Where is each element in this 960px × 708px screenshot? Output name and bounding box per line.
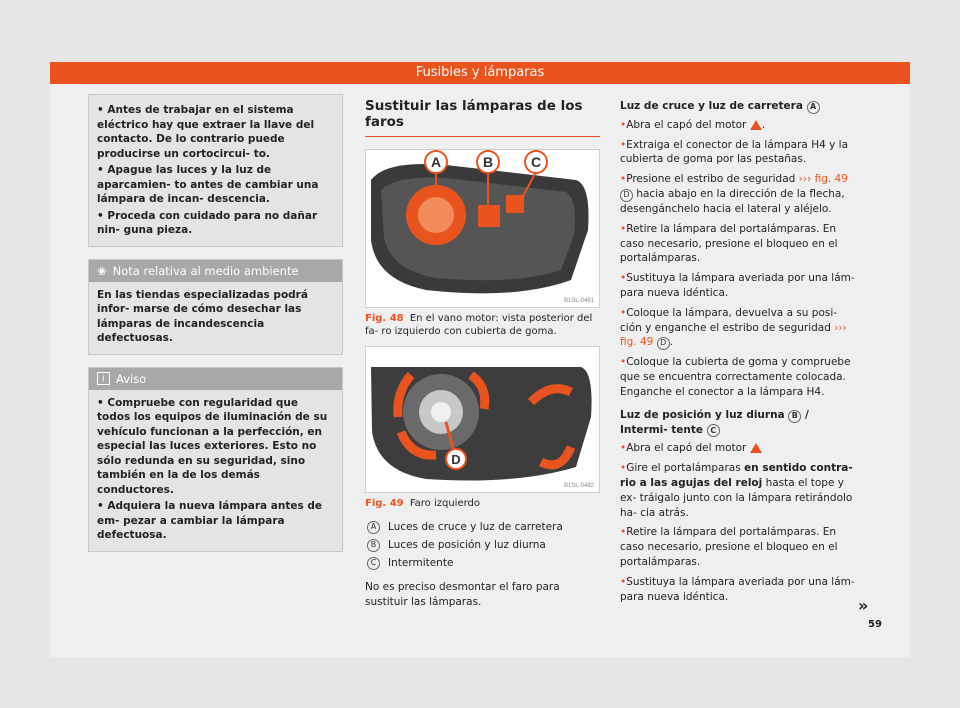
ref-badge: D: [657, 337, 670, 350]
warning-item: • Apague las luces y la luz de aparcamien- to antes de cambiar una lámpara de incan- descencia.: [97, 163, 334, 207]
middle-column: [365, 98, 600, 609]
figure-reference-link[interactable]: ››› fig. 49: [798, 173, 848, 186]
step: • Abra el capó del motor .: [620, 118, 860, 133]
step: [620, 461, 860, 520]
figure-code: B1SL-0481: [563, 298, 594, 304]
warning-item: • Proceda con cuidado para no dañar nin- guna pieza.: [97, 209, 334, 238]
headlight-rear-illustration: [366, 150, 599, 305]
step-text: Abra el capó del motor: [626, 442, 747, 455]
step-text: hasta el tope y ex- tráigalo junto con la lámpara retirándolo ha- cia atrás.: [620, 477, 853, 519]
section-header: Fusibles y lámparas: [50, 62, 910, 84]
legend-item: [365, 518, 600, 536]
flower-icon: ❀: [97, 263, 107, 278]
info-icon: i: [97, 372, 110, 385]
figure-code: B1SL-0482: [563, 483, 594, 489]
figure-reference-link[interactable]: ››› fig. 49: [620, 321, 847, 349]
step: • Sustituya la lámpara averiada por una lám- para nueva idéntica.: [620, 271, 860, 301]
step: • Extraiga el conector de la lámpara H4 y la cubierta de goma por las pestañas.: [620, 138, 860, 168]
warning-box: [88, 94, 343, 247]
legend-item: [365, 536, 600, 554]
figure-caption-text: Faro izquierdo: [409, 498, 481, 509]
warning-icon: [750, 120, 762, 130]
warning-item: • Antes de trabajar en el sistema eléctrico hay que extraer la llave del contacto. De lo contrario puede producirse un cortocircui- to.: [97, 103, 334, 161]
heading-text: / Intermi- tente: [620, 408, 809, 436]
aviso-box: [88, 367, 343, 552]
note-paragraph: No es preciso desmontar el faro para sustituir las lámparas.: [365, 581, 560, 608]
step: • Coloque la lámpara, devuelva a su posi- ción y enganche el estribo de seguridad ››› fig. 49 D .: [620, 306, 860, 350]
step: [620, 172, 860, 216]
aviso-item: • Adquiera la nueva lámpara antes de em- pezar a cambiar la lámpara defectuosa.: [97, 499, 334, 543]
ref-badge: B: [788, 410, 801, 423]
environment-note-text: En las tiendas especializadas podrá infor- marse de cómo desechar las lámparas de incandescencia defectuosas.: [97, 288, 308, 344]
environment-note-box: [88, 259, 343, 355]
legend-text: Intermitente: [388, 557, 454, 569]
headlight-front-illustration: [366, 347, 599, 490]
step-text: Gire el portalámparas: [626, 462, 741, 475]
callout-a: A: [430, 154, 442, 170]
step-text: Presione el estribo de seguridad: [626, 173, 796, 186]
warning-icon: [750, 443, 762, 453]
figure-49-caption: [365, 497, 600, 510]
legend-text: Luces de posición y luz diurna: [388, 539, 546, 551]
section-title: Sustituir las lámparas de los faros: [365, 98, 600, 137]
heading-text: Luz de cruce y luz de carretera: [620, 100, 803, 112]
aviso-title: Aviso: [116, 371, 147, 386]
step-text: hacia abajo en la dirección de la flecha, desengánchelo hacia el lateral y aléjelo.: [620, 188, 845, 215]
step: [620, 441, 860, 456]
left-column: [88, 94, 343, 564]
page-number: 59: [868, 619, 882, 630]
socket-b: [478, 205, 500, 227]
legend-key: C: [367, 557, 380, 570]
step: • Sustituya la lámpara averiada por una lám- para nueva idéntica.: [620, 575, 860, 605]
ref-badge: C: [707, 424, 720, 437]
ref-badge: D: [620, 189, 633, 202]
legend-text: Luces de cruce y luz de carretera: [388, 521, 563, 533]
continue-arrow: »: [858, 596, 869, 615]
step-emphasis: en sentido contra- rio a las agujas del reloj: [620, 462, 853, 489]
figure-number: Fig. 48: [365, 313, 404, 324]
callout-d: D: [451, 452, 461, 467]
callout-c: C: [530, 154, 542, 170]
figure-caption-text: En el vano motor: vista posterior del fa- ro izquierdo con cubierta de goma.: [365, 313, 593, 337]
figure-number: Fig. 49: [365, 498, 404, 509]
environment-note-title: Nota relativa al medio ambiente: [112, 263, 299, 278]
callout-b: B: [482, 154, 494, 170]
aviso-item: • Compruebe con regularidad que todos los equipos de iluminación de su vehículo funcionan a la perfección, en especial las luces exteriores. Esto no sólo redunda en su seguridad, sino también en la de los demás conductores.: [97, 396, 334, 498]
step: • Coloque la cubierta de goma y compruebe que se encuentra correctamente colocada. Enganche el conector a la lámpara H4.: [620, 355, 860, 399]
step: • Retire la lámpara del portalámparas. En caso necesario, presione el bloqueo en el portalámparas.: [620, 222, 860, 266]
legend-key: B: [367, 539, 380, 552]
figure-legend: [365, 518, 600, 572]
step: • Retire la lámpara del portalámparas. En caso necesario, presione el bloqueo en el portalámparas.: [620, 525, 860, 569]
legend-item: [365, 554, 600, 572]
subsection-heading: [620, 99, 860, 114]
step-text: Abra el capó del motor: [626, 118, 747, 131]
legend-key: A: [367, 521, 380, 534]
ref-badge: A: [807, 101, 820, 114]
subsection-heading: [620, 408, 860, 438]
figure-48: [365, 149, 600, 308]
step-text: Coloque la lámpara, devuelva a su posi- ción y enganche el estribo de seguridad: [620, 306, 838, 334]
figure-49: [365, 346, 600, 493]
figure-48-caption: [365, 312, 600, 338]
environment-note-header: [89, 260, 342, 282]
right-column: [620, 99, 860, 609]
aviso-header: [89, 368, 342, 390]
heading-text: Luz de posición y luz diurna: [620, 408, 785, 421]
